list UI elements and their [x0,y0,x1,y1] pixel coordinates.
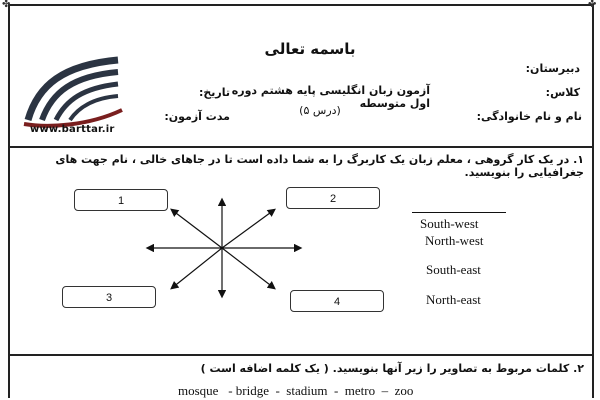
corner-ornament-top-left: ✤ [2,0,11,10]
date-label: تاریخ: [198,86,230,99]
direction-south-east: South-east [426,262,481,277]
direction-south-west: South-west [420,216,479,231]
question-1-prompt: ۱. در یک کار گروهی ، معلم زبان یک کاربرگ را به شما داده است تا در جاهای خالی ، نام جهت های جغرافیایی را بنویسید. [55,153,584,179]
answer-box-2: 2 [286,187,380,209]
student-name-label: نام و نام خانوادگی: [476,110,582,123]
page-title: باسمه تعالی [264,40,356,58]
question-2-prompt: ۲. کلمات مربوط به تصاویر را زیر آنها بنویسید. ( یک کلمه اضافه است ) [200,362,584,375]
website-url: www.barttar.ir [30,124,115,135]
answer-box-4: 4 [290,290,384,312]
question-divider [8,354,594,356]
directions-divider [412,212,506,213]
compass-arrows-icon [140,196,310,300]
header-divider [8,146,594,148]
direction-north-west: North-west [425,233,484,248]
corner-ornament-top-right: ✤ [588,0,597,10]
word-bank: mosque - bridge - stadium - metro – zoo [178,383,414,398]
class-label: کلاس: [545,86,580,99]
exam-duration-label: مدت آزمون: [164,110,230,123]
lesson-number: (درس ۵) [299,104,341,117]
direction-north-east: North-east [426,292,481,307]
answer-box-1: 1 [74,189,168,211]
school-label: دبیرستان: [525,62,580,75]
answer-box-3: 3 [62,286,156,308]
exam-title: آزمون زبان انگلیسی پایه هشتم دوره اول متوسطه [231,84,430,110]
